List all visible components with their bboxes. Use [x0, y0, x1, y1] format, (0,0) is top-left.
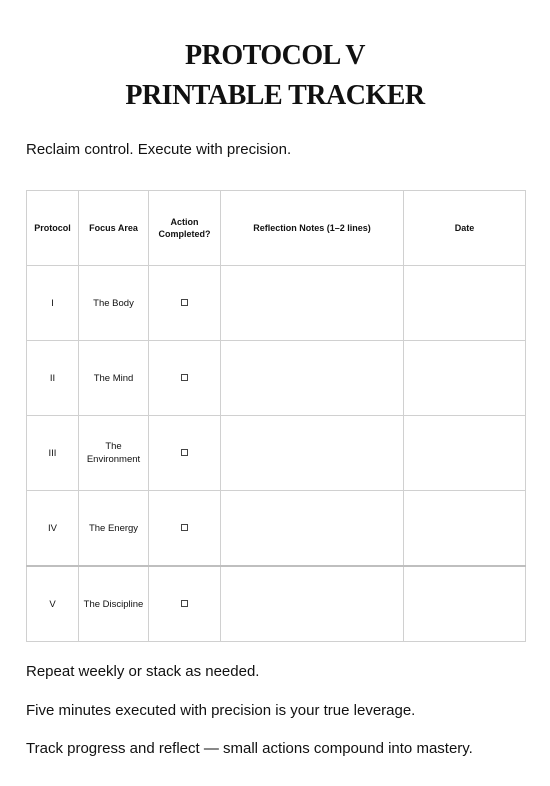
title-line-2: PRINTABLE TRACKER: [125, 80, 425, 111]
completion-checkbox[interactable]: [181, 600, 188, 607]
action-completed-cell: [149, 341, 221, 416]
footer-repeat-note: Repeat weekly or stack as needed.: [26, 663, 260, 680]
reflection-notes-cell[interactable]: [221, 416, 404, 491]
page-title: [0, 36, 550, 116]
completion-checkbox[interactable]: [181, 374, 188, 381]
table-row: [27, 491, 526, 567]
date-cell[interactable]: [404, 416, 526, 491]
tracker-table: [26, 190, 526, 642]
protocol-cell: II: [27, 341, 79, 416]
action-completed-cell: [149, 416, 221, 491]
header-reflection-notes: Reflection Notes (1–2 lines): [221, 191, 404, 266]
table-row: [27, 416, 526, 491]
protocol-cell: V: [27, 566, 79, 642]
date-cell[interactable]: [404, 266, 526, 341]
action-completed-cell: [149, 266, 221, 341]
focus-area-cell: The Environment: [79, 416, 149, 491]
title-line-1: PROTOCOL V: [185, 40, 365, 71]
action-completed-cell: [149, 491, 221, 567]
header-focus-area: Focus Area: [79, 191, 149, 266]
table-header-row: [27, 191, 526, 266]
table-row: [27, 341, 526, 416]
focus-area-cell: The Energy: [79, 491, 149, 567]
footer-leverage-note: Five minutes executed with precision is your true leverage.: [26, 702, 416, 719]
reflection-notes-cell[interactable]: [221, 566, 404, 642]
date-cell[interactable]: [404, 341, 526, 416]
completion-checkbox[interactable]: [181, 449, 188, 456]
date-cell[interactable]: [404, 491, 526, 567]
header-protocol: Protocol: [27, 191, 79, 266]
header-action-completed: Action Completed?: [149, 191, 221, 266]
completion-checkbox[interactable]: [181, 299, 188, 306]
table-row: [27, 566, 526, 642]
reflection-notes-cell[interactable]: [221, 266, 404, 341]
date-cell[interactable]: [404, 566, 526, 642]
completion-checkbox[interactable]: [181, 524, 188, 531]
tagline: Reclaim control. Execute with precision.: [26, 141, 292, 158]
focus-area-cell: The Mind: [79, 341, 149, 416]
protocol-cell: III: [27, 416, 79, 491]
footer-reflect-note: Track progress and reflect — small actions compound into mastery.: [26, 740, 473, 757]
focus-area-cell: The Discipline: [79, 566, 149, 642]
table-row: [27, 266, 526, 341]
header-date: Date: [404, 191, 526, 266]
focus-area-cell: The Body: [79, 266, 149, 341]
reflection-notes-cell[interactable]: [221, 491, 404, 567]
action-completed-cell: [149, 566, 221, 642]
reflection-notes-cell[interactable]: [221, 341, 404, 416]
protocol-cell: IV: [27, 491, 79, 567]
protocol-cell: I: [27, 266, 79, 341]
